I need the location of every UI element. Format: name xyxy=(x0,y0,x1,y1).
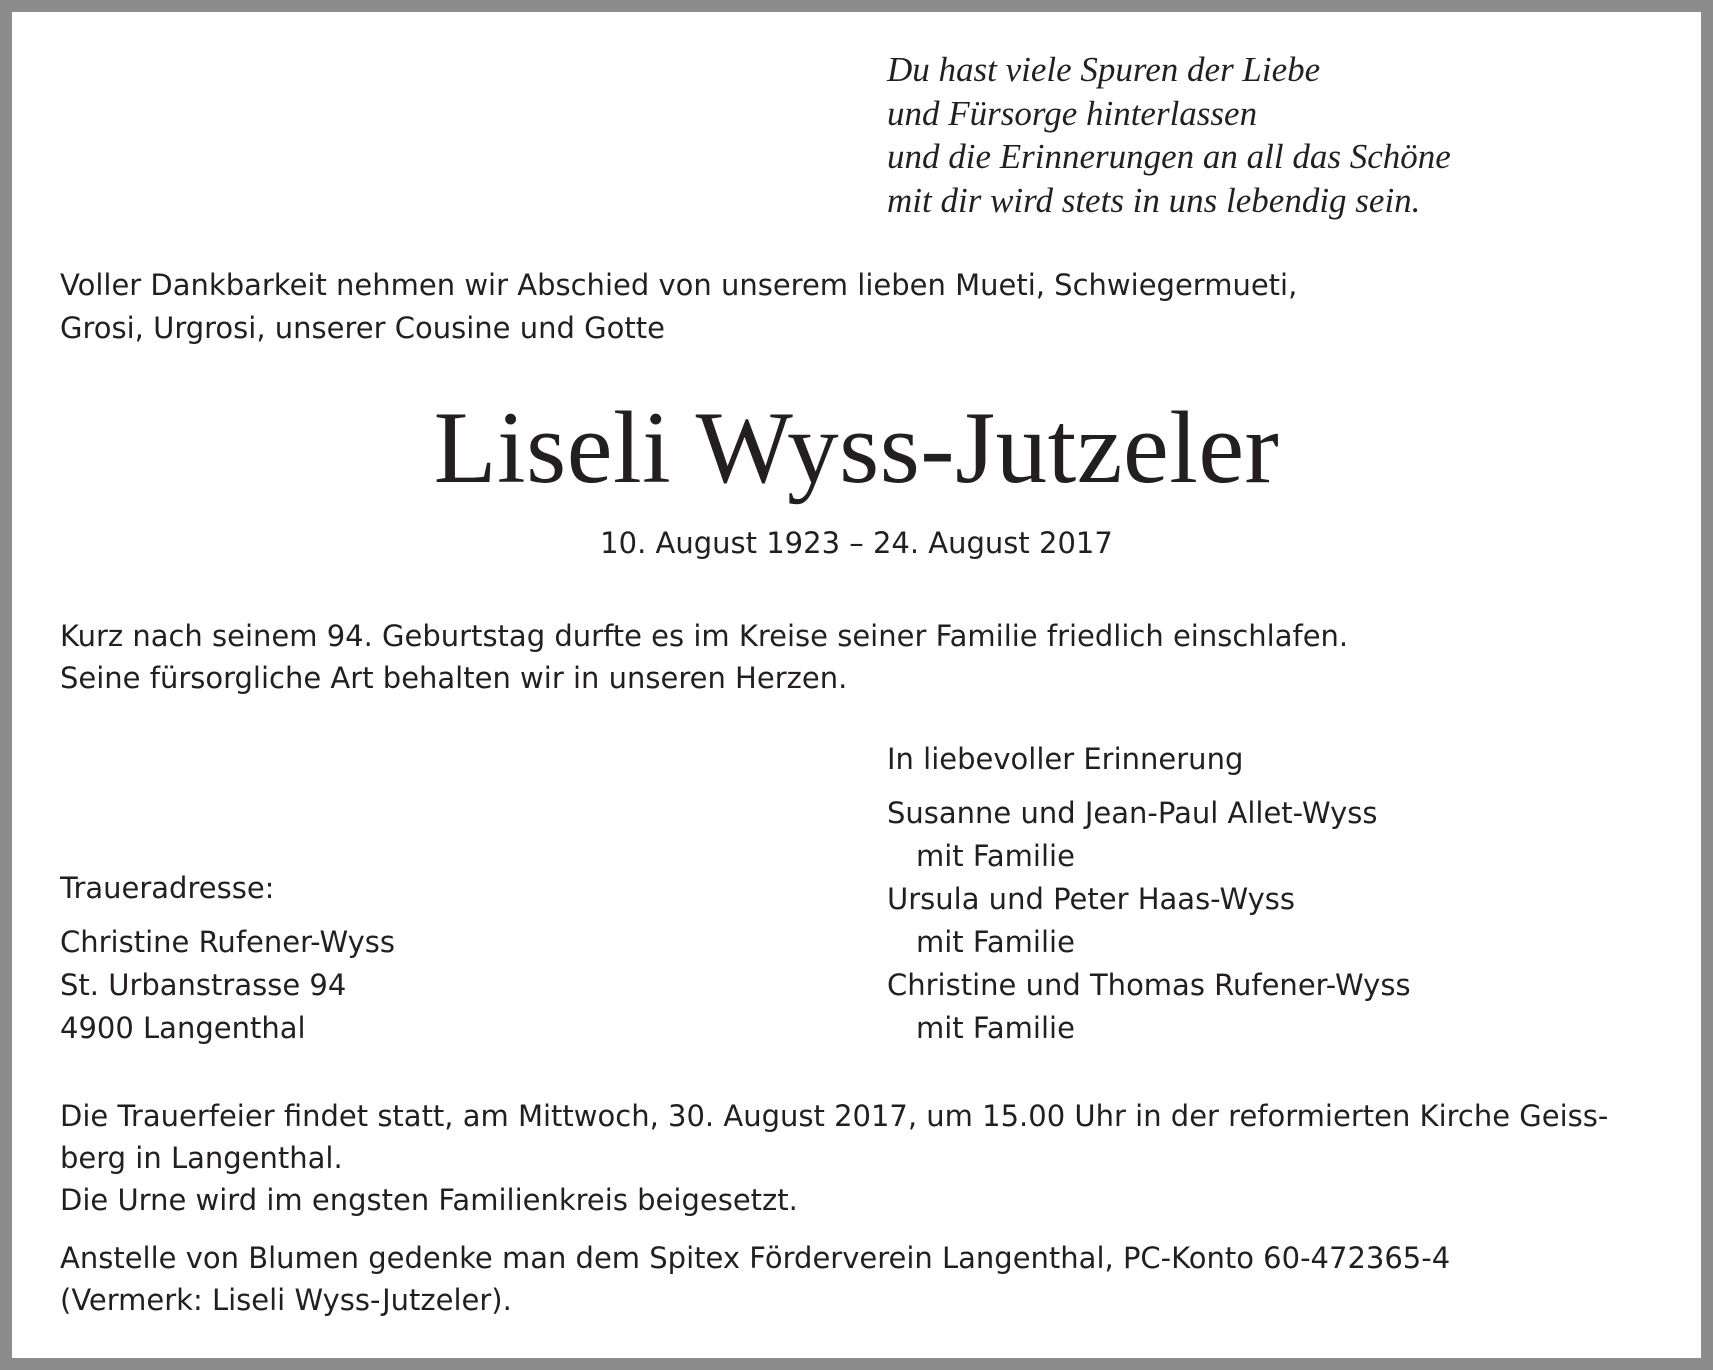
ceremony-line: Die Urne wird im engsten Familienkreis beigesetzt. xyxy=(60,1183,798,1217)
mourner-names: Ursula und Peter Haas-Wyss xyxy=(887,882,1296,916)
intro-line: Grosi, Urgrosi, unserer Cousine und Gotte xyxy=(60,311,665,345)
verse-line: Du hast viele Spuren der Liebe xyxy=(887,50,1321,89)
message-text xyxy=(60,615,1348,699)
address-line: St. Urbanstrasse 94 xyxy=(60,968,347,1002)
mourner-suffix: mit Familie xyxy=(916,1011,1075,1045)
ceremony-info xyxy=(60,1095,1608,1221)
mourner-names: Susanne und Jean-Paul Allet-Wyss xyxy=(887,796,1378,830)
intro-text xyxy=(60,264,1297,350)
address-line: 4900 Langenthal xyxy=(60,1011,306,1045)
mourner-suffix: mit Familie xyxy=(916,925,1075,959)
message-line: Seine fürsorgliche Art behalten wir in unseren Herzen. xyxy=(60,661,848,695)
donation-info xyxy=(60,1237,1450,1321)
address-label: Traueradresse: xyxy=(60,871,275,905)
verse-line: und Fürsorge hinterlassen xyxy=(887,93,1258,133)
life-dates: 10. August 1923 – 24. August 2017 xyxy=(600,526,1113,560)
ceremony-line: Die Trauerfeier findet statt, am Mittwoch, 30. August 2017, um 15.00 Uhr in der reformierten Kirche Geiss- xyxy=(60,1099,1609,1133)
message-line: Kurz nach seinem 94. Geburtstag durfte es im Kreise seiner Familie friedlich einschlafen. xyxy=(60,619,1349,653)
verse-line: mit dir wird stets in uns lebendig sein. xyxy=(887,180,1421,220)
intro-line: Voller Dankbarkeit nehmen wir Abschied von unserem lieben Mueti, Schwiegermueti, xyxy=(60,268,1298,302)
ceremony-line: berg in Langenthal. xyxy=(60,1141,343,1175)
mourner-names: Christine und Thomas Rufener-Wyss xyxy=(887,968,1411,1002)
donation-line: Anstelle von Blumen gedenke man dem Spitex Förderverein Langenthal, PC-Konto 60-472365-4 xyxy=(60,1241,1451,1275)
mourner-suffix: mit Familie xyxy=(916,839,1075,873)
address-line: Christine Rufener-Wyss xyxy=(60,925,395,959)
mourners-list xyxy=(887,738,1411,1050)
deceased-name: Liseli Wyss-Jutzeler xyxy=(433,391,1280,505)
donation-line: (Vermerk: Liseli Wyss-Jutzeler). xyxy=(60,1283,512,1317)
mourners-heading: In liebevoller Erinnerung xyxy=(887,742,1244,776)
verse-block xyxy=(887,48,1451,222)
mourning-address xyxy=(60,867,395,1050)
verse-line: und die Erinnerungen an all das Schöne xyxy=(887,137,1451,176)
